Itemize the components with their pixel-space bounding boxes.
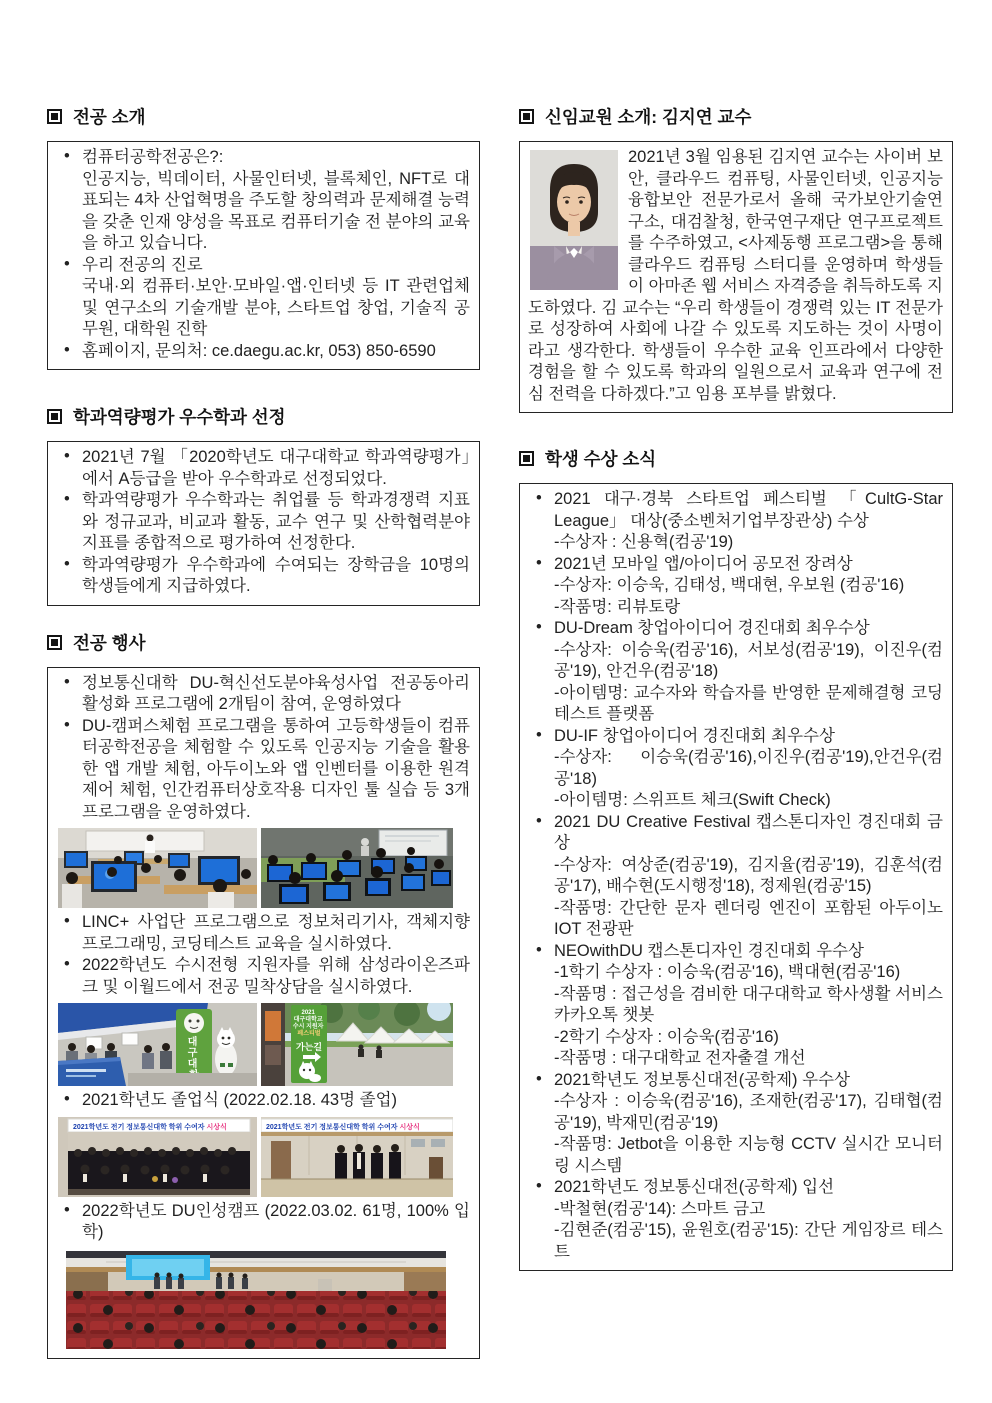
bullet-icon: • [64,340,70,359]
photo-row-classrooms [58,828,470,908]
list-item [56,255,470,341]
section-header-intro [47,104,480,129]
events-box [47,667,480,1359]
bullet-icon: • [64,955,70,973]
award-detail: -아이템명: 스위프트 체크(Swift Check) [554,791,831,809]
award-detail: -수상자 : 신용혁(컴공'19) [554,533,734,551]
award-detail: -수상자: 이승욱(컴공'16),이진우(컴공'19),안건우(컴공'18) [554,748,943,788]
photo-festival-entrance [261,1003,453,1086]
award-detail: -수상자 : 이승욱(컴공'16), 조재한(컴공'17), 김태협(컴공'19), 박재민(컴공'19) [554,1092,943,1132]
banner-vertical-text: 대 구 대 [187,1037,198,1070]
list-item [56,147,470,255]
list-item [56,955,470,998]
section-title: 전공 행사 [73,632,146,653]
list-item [56,341,470,363]
section-header-evaluation [47,404,480,429]
section-marker-icon [47,109,62,124]
award-item [528,1177,943,1263]
award-heading: 2021 대구·경북 스타트업 페스티벌 「CultG-Star League」 대상(중소벤처기업부장관상) 수상 [554,490,943,530]
award-item [528,554,943,619]
item-line: 2021년 7월 「2020학년도 대구대학교 학과역량평가」에서 A등급을 받아 우수학과로 선정되었다. [82,448,470,488]
photo-professor-portrait [530,150,618,290]
bullet-icon: • [64,147,70,165]
bullet-icon: • [64,1200,70,1219]
award-item [528,1070,943,1178]
award-heading: DU-IF 창업아이디어 경진대회 최우수상 [554,726,835,745]
bullet-icon: • [536,1177,542,1195]
intro-box [47,141,480,370]
section-header-professor [519,104,953,129]
item-line: LINC+ 사업단 프로그램으로 정보처리기사, 객체지향 프로그래밍, 코딩테스트 교육을 실시하였다. [82,913,470,953]
list-item [56,555,470,598]
section-title: 전공 소개 [73,107,146,127]
bullet-icon: • [536,553,542,572]
award-detail: -1학기 수상자 : 이승욱(컴공'16), 백대현(컴공'16) [554,963,901,981]
photo-row-graduation [58,1117,470,1197]
photo-row-counseling [58,1003,470,1086]
award-detail: -수상자: 이승욱, 김태성, 백대현, 우보원 (컴공'16) [554,576,905,594]
award-detail: -수상자: 여상준(컴공'19), 김지율(컴공'19), 김훈석(컴공'17), 배수현(도시행정'18), 정제원(컴공'15) [554,855,943,895]
bullet-icon: • [64,554,70,573]
bullet-icon: • [64,490,70,508]
bullet-icon: • [536,725,542,744]
photo-classroom-lab-1 [58,828,257,908]
mascot [215,1027,237,1076]
award-detail: -박철현(컴공'14): 스마트 금고 [554,1199,766,1218]
award-heading: 2021 DU Creative Festival 캡스톤디자인 경진대회 금상 [554,812,943,852]
bullet-icon: • [536,489,542,507]
award-detail: -김현준(컴공'15), 윤원호(컴공'15): 간단 게임장르 테스트 [554,1221,943,1261]
award-heading: 2021학년도 정보통신대전(공학제) 입선 [554,1178,835,1196]
item-line: 인공지능, 빅데이터, 사물인터넷, 블록체인, NFT로 대표되는 4차 산업혁명을 주도할 창의력과 문제해결 능력을 갖춘 인재 양성을 목표로 컴퓨터기술 전 분야의 교육을 하고 있습니다. [82,169,470,252]
bullet-icon: • [64,912,70,930]
photo-graduation-group [58,1117,257,1197]
photo-counseling-tent [58,1003,257,1086]
photo-auditorium-camp [66,1251,446,1349]
item-line: 정보통신대학 DU-혁신선도분야육성사업 전공동아리 활성화 프로그램에 2개팀이 참여, 운영하였다 [82,673,470,713]
section-marker-icon [47,635,62,650]
graduation-banner-text: 2021학년도 전기 정보통신대학 학위 수여자 시상식 [266,1123,420,1131]
festival-banner-text: 2021 대구대학교 수시 지원자 페스티벌 [292,1010,324,1037]
professor-box [519,141,953,413]
bullet-icon: • [64,715,70,734]
left-column [47,104,480,1359]
item-line: 2021학년도 졸업식 (2022.02.18. 43명 졸업) [82,1091,398,1109]
item-line: 학과역량평가 우수학과는 취업률 등 학과경쟁력 지표와 정규교과, 비교과 활동, 교수 연구 및 산학협력분야 지표를 종합적으로 평가하여 선정한다. [82,491,470,552]
awards-box [519,483,953,1271]
list-item [56,716,470,824]
section-header-events [47,630,480,655]
section-marker-icon [519,451,534,466]
list-item [56,490,470,555]
section-title: 학생 수상 소식 [545,449,657,469]
professor-paragraph: 2021년 3월 임용된 김지연 교수는 사이버 보안, 클라우드 컴퓨팅, 사물인터넷, 인공지능 융합보안 전문가로서 올해 국가보안기술연구소, 대검찰청, 한국연구재단 연구프로젝트를 수주하였고, <사제동행 프로그램>을 통해 클라우드 컴퓨팅 스터디를 운영하며 학생들이 아마존 웹 서비스 자격증을 취득하도록 지도하였다. 김 교수는 “우리 학생들이 경쟁력 있는 IT 전문가로 성장하여 사회에 나갈 수 있도록 지도하는 것이 사명이라고 생각한다. 학생들이 우수한 교육 인프라에서 다양한 경험을 할 수 있도록 학과의 일원으로서 교육과 연구에 전심 전력을 다하겠다.”고 임용 포부를 밝혔다. [528,148,943,403]
award-detail: -작품명: Jetbot을 이용한 지능형 CCTV 실시간 모니터링 시스템 [554,1135,943,1175]
award-detail: -작품명: 리뷰토랑 [554,597,681,616]
award-detail: -작품명: 간단한 문자 렌더링 엔진이 포함된 아두이노 IOT 전광판 [554,898,943,938]
item-line: 2022학년도 수시전형 지원자를 위해 삼성라이온즈파크 및 이월드에서 전공 밀착상담을 실시하였다. [82,956,470,996]
list-item [56,673,470,716]
item-line: 우리 전공의 진로 [82,255,203,274]
item-line: 학과역량평가 우수학과에 수여되는 장학금을 10명의 학생들에게 지급하였다. [82,555,470,595]
award-heading: NEOwithDU 캡스톤디자인 경진대회 우수상 [554,941,864,960]
section-marker-icon [47,409,62,424]
award-heading: 2021학년도 정보통신대전(공학제) 우수상 [554,1070,850,1089]
list-item [56,912,470,955]
bullet-icon: • [536,1069,542,1088]
award-item [528,941,943,1070]
bullet-icon: • [64,1090,70,1108]
bullet-icon: • [64,254,70,273]
award-heading: 2021년 모바일 앱/아이디어 공모전 장려상 [554,554,853,573]
list-item [56,447,470,490]
photo-row-camp [66,1251,470,1349]
list-item [56,1201,470,1244]
award-detail: -2학기 수상자 : 이승욱(컴공'16) [554,1027,779,1046]
award-detail: -작품명 : 접근성을 겸비한 대구대학교 학사생활 서비스 카카오톡 챗봇 [554,984,943,1024]
bullet-icon: • [536,811,542,830]
bullet-icon: • [64,672,70,691]
graduation-banner-text: 2021학년도 전기 정보통신대학 학위 수여자 시상식 [73,1123,227,1131]
award-detail: -작품명 : 대구대학교 전자출결 개선 [554,1049,806,1067]
item-line: 국내·외 컴퓨터·보안·모바일·앱·인터넷 등 IT 관련업체 및 연구소의 기술개발 분야, 스타트업 창업, 기술직 공무원, 대학원 진학 [82,277,470,338]
section-title: 신임교원 소개: 김지연 교수 [545,107,752,127]
item-line: 홈페이지, 문의처: ce.daegu.ac.kr, 053) 850-6590 [82,341,436,360]
award-item [528,812,943,941]
award-detail: -아이템명: 교수자와 학습자를 반영한 문제해결형 코딩테스트 플랫폼 [554,683,943,723]
right-column [519,104,953,1271]
photo-graduation-stage [261,1117,453,1197]
section-header-awards [519,446,953,471]
section-title: 학과역량평가 우수학과 선정 [73,407,286,427]
award-item [528,618,943,726]
evaluation-box [47,441,480,606]
award-item [528,726,943,812]
item-line: 2022학년도 DU인성캠프 (2022.03.02. 61명, 100% 입학) [82,1201,470,1241]
item-line: 컴퓨터공학전공은?: [82,148,224,166]
bullet-icon: • [536,940,542,959]
section-marker-icon [519,109,534,124]
item-line: DU-캠퍼스체험 프로그램을 통하여 고등학생들이 컴퓨터공학전공을 체험할 수 있도록 인공지능 기술을 활용한 앱 개발 체험, 아두이노와 앱 인벤터를 이용한 원격 제어 체험, 인간컴퓨터상호작용 디자인 툴 실습 등 3개 프로그램을 운영하였다. [82,716,470,821]
bullet-icon: • [536,618,542,636]
direction-sign-text: 가는길 [295,1042,323,1052]
bullet-icon: • [64,447,70,465]
award-detail: -수상자: 이승욱(컴공'16), 서보성(컴공'19), 이진우(컴공'19), 안건우(컴공'18) [554,640,943,680]
photo-classroom-lab-2 [261,828,453,908]
award-heading: DU-Dream 창업아이디어 경진대회 최우수상 [554,619,870,637]
award-item [528,489,943,554]
list-item [56,1090,470,1112]
